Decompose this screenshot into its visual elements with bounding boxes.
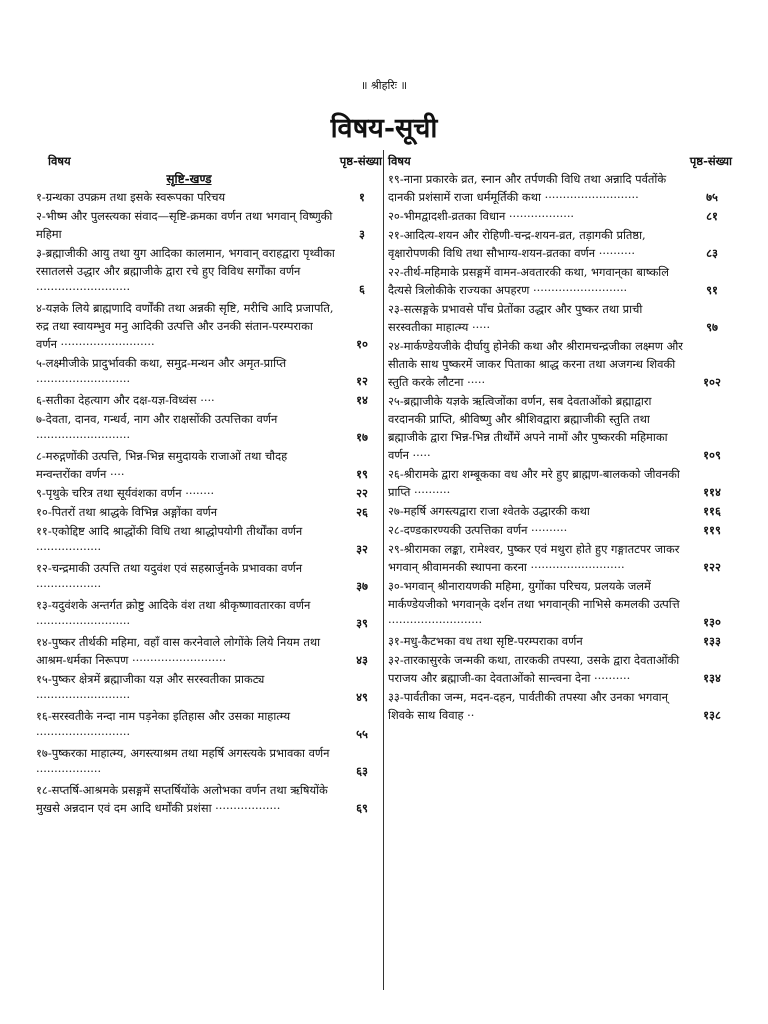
toc-entry (36, 188, 382, 206)
toc-entry-title: १२-चन्द्रमाकी उत्पत्ति तथा यदुवंश एवं सहस्रार्जुनके प्रभावका वर्णन ·················· (36, 561, 303, 593)
toc-entry-page: १९ (356, 467, 368, 481)
toc-entry (36, 410, 382, 446)
toc-entry-page: ६९ (356, 801, 368, 815)
toc-entry (388, 337, 732, 391)
toc-entry-page: १३३ (703, 634, 721, 648)
toc-entry-title: २८-दण्डकारण्यकी उत्पत्तिका वर्णन ·········· (388, 523, 568, 537)
right-entry-list (388, 170, 732, 724)
toc-entry-title: ७-देवता, दानव, गन्धर्व, नाग और राक्षसोंकी उत्पत्तिका वर्णन ·························· (36, 412, 278, 444)
toc-entry-title: १७-पुष्करका माहात्म्य, अगस्त्याश्रम तथा महर्षि अगस्त्यके प्रभावका वर्णन ·················· (36, 746, 330, 778)
toc-entry (388, 392, 732, 464)
toc-entry-title: ४-यज्ञके लिये ब्राह्मणादि वर्णोंकी तथा अन्नकी सृष्टि, मरीचि आदि प्रजापति, रुद्र तथा स्वायम्भुव मनु आदिकी उत्पत्ति और उनकी संतान-परम्पराका वर्णन ·························· (36, 301, 334, 351)
toc-entry (36, 354, 382, 390)
toc-entry-page: ९१ (706, 283, 718, 297)
toc-entry (36, 447, 382, 483)
toc-entry-page: ३२ (356, 542, 368, 556)
toc-entry (388, 465, 732, 501)
toc-entry (36, 503, 382, 521)
toc-entry-page: १०२ (703, 375, 721, 389)
toc-entry (36, 522, 382, 558)
toc-entry-title: १६-सरस्वतीके नन्दा नाम पड़नेका इतिहास और उसका माहात्म्य ·························· (36, 709, 291, 741)
toc-entry-page: १२ (356, 374, 368, 388)
toc-entry-page: ११४ (703, 485, 721, 499)
toc-entry-page: ३७ (356, 579, 368, 593)
toc-entry-page: ४९ (356, 690, 368, 704)
toc-entry-title: ३०-भगवान् श्रीनारायणकी महिमा, युगोंका परिचय, प्रलयके जलमें मार्कण्डेयजीको भगवान्‌के दर्शन तथा भगवान्‌की नाभिसे कमलकी उत्पत्ति ·························· (388, 579, 680, 629)
section-heading: सृष्टि-खण्ड (166, 172, 212, 186)
toc-entry (36, 391, 382, 409)
toc-entry-title: १४-पुष्कर तीर्थकी महिमा, वहाँ वास करनेवाले लोगोंके लिये नियम तथा आश्रम-धर्मका निरूपण ·························· (36, 635, 321, 667)
toc-entry (36, 781, 382, 817)
left-column-header (36, 152, 382, 170)
toc-entry-page: २२ (356, 486, 368, 500)
toc-entry (388, 577, 732, 631)
subject-label: विषय (48, 154, 71, 168)
toc-entry-title: ५-लक्ष्मीजीके प्रादुर्भावकी कथा, समुद्र-मन्थन और अमृत-प्राप्ति ·························· (36, 356, 287, 388)
toc-entry (36, 207, 382, 243)
toc-entry (36, 596, 382, 632)
toc-entry-title: ३३-पार्वतीका जन्म, मदन-दहन, पार्वतीकी तपस्या और उनका भगवान् शिवके साथ विवाह ·· (388, 690, 668, 722)
toc-entry (36, 670, 382, 706)
toc-entry (36, 707, 382, 743)
toc-entry-title: ३-ब्रह्माजीकी आयु तथा युग आदिका कालमान, भगवान् वराहद्वारा पृथ्वीका रसातलसे उद्धार और ब्रह्माजीके द्वारा रचे हुए विविध सर्गोंका वर्णन ·························· (36, 246, 335, 296)
toc-entry (388, 521, 732, 539)
toc-entry-page: ३९ (356, 616, 368, 630)
toc-entry-title: १९-नाना प्रकारके व्रत, स्नान और तर्पणकी विधि तथा अन्नादि पर्वतोंके दानकी प्रशंसामें राजा धर्ममूर्तिकी कथा ·························· (388, 172, 667, 204)
toc-entry-title: १-ग्रन्थका उपक्रम तथा इसके स्वरूपका परिचय (36, 190, 226, 204)
toc-entry-page: ५५ (356, 727, 368, 741)
toc-entry (388, 688, 732, 724)
toc-entry-page: १४ (356, 393, 368, 407)
toc-entry-page: ११९ (703, 523, 721, 537)
toc-entry (388, 651, 732, 687)
toc-entry (36, 299, 382, 353)
invocation-mark: ॥ श्रीहरिः ॥ (360, 79, 408, 92)
page-number-label: पृष्ठ-संख्या (339, 154, 382, 168)
toc-entry-title: २३-सत्सङ्गके प्रभावसे पाँच प्रेतोंका उद्धार और पुष्कर तथा प्राची सरस्वतीका माहात्म्य ····· (388, 302, 643, 334)
toc-entry-title: ८-मरुद्गणोंकी उत्पत्ति, भिन्न-भिन्न समुदायके राजाओं तथा चौदह मन्वन्तरोंका वर्णन ···· (36, 449, 288, 481)
toc-entry-title: २१-आदित्य-शयन और रोहिणी-चन्द्र-शयन-व्रत, तड़ागकी प्रतिष्ठा, वृक्षारोपणकी विधि तथा सौभाग्य-शयन-व्रतका वर्णन ·········· (388, 228, 646, 260)
toc-entry-title: ३१-मधु-कैटभका वध तथा सृष्टि-परम्पराका वर्णन (388, 634, 583, 648)
right-column-header (388, 152, 732, 170)
toc-entry-title: २७-महर्षि अगस्त्यद्वारा राजा श्वेतके उद्धारकी कथा (388, 504, 590, 518)
toc-entry-page: १३४ (703, 671, 721, 685)
toc-entry-title: २९-श्रीरामका लङ्का, रामेश्वर, पुष्कर एवं मथुरा होते हुए गङ्गातटपर जाकर भगवान् श्रीवामनकी स्थापना करना ·························· (388, 542, 680, 574)
toc-entry-page: १२२ (703, 560, 721, 574)
toc-entry (36, 633, 382, 669)
toc-entry-title: ९-पृथुके चरित्र तथा सूर्यवंशका वर्णन ········ (36, 486, 215, 500)
toc-entry (36, 484, 382, 502)
toc-entry-title: ६-सतीका देहत्याग और दक्ष-यज्ञ-विध्वंस ···· (36, 393, 215, 407)
subject-label: विषय (388, 154, 411, 168)
right-column (388, 152, 732, 725)
toc-entry-title: २-भीष्म और पुलस्त्यका संवाद—सृष्टि-क्रमका वर्णन तथा भगवान् विष्णुकी महिमा (36, 209, 333, 241)
toc-entry (36, 559, 382, 595)
toc-entry-page: १० (356, 337, 368, 351)
toc-entry (36, 744, 382, 780)
toc-entry (388, 300, 732, 336)
toc-entry-page: ६ (359, 282, 365, 296)
toc-entry-title: २५-ब्रह्माजीके यज्ञके ऋत्विजोंका वर्णन, सब देवताओंको ब्रह्माद्वारा वरदानकी प्राप्ति, श्रीविष्णु और श्रीशिवद्वारा ब्रह्माजीकी स्तुति तथा ब्रह्माजीके द्वारा भिन्न-भिन्न तीर्थोंमें अपने नामों और पुष्करकी महिमाका वर्णन ····· (388, 394, 668, 462)
toc-entry-page: ९७ (706, 320, 718, 334)
page-number-label: पृष्ठ-संख्या (689, 154, 732, 168)
toc-entry-page: १३८ (703, 708, 721, 722)
left-entry-list (36, 188, 382, 817)
toc-entry-page: १ (359, 190, 365, 204)
toc-entry-title: ११-एकोद्दिष्ट आदि श्राद्धोंकी विधि तथा श्राद्धोपयोगी तीर्थोंका वर्णन ·················· (36, 524, 303, 556)
toc-entry (388, 207, 732, 225)
toc-entry-title: २०-भीमद्वादशी-व्रतका विधान ·················· (388, 209, 575, 223)
toc-entry-page: २६ (356, 505, 368, 519)
toc-entry-page: १०९ (703, 448, 721, 462)
toc-entry-title: १५-पुष्कर क्षेत्रमें ब्रह्माजीका यज्ञ और सरस्वतीका प्राकट्य ·························· (36, 672, 265, 704)
toc-entry (388, 263, 732, 299)
toc-entry (388, 540, 732, 576)
toc-entry (388, 632, 732, 650)
toc-entry-page: ४३ (356, 653, 368, 667)
toc-entry (388, 170, 732, 206)
toc-entry-page: ३ (359, 227, 365, 241)
toc-entry-page: १३० (703, 615, 721, 629)
toc-entry (388, 502, 732, 520)
toc-entry (388, 226, 732, 262)
toc-entry-title: १८-सप्तर्षि-आश्रमके प्रसङ्गमें सप्तर्षियोंके अलोभका वर्णन तथा ऋषियोंके मुखसे अन्नदान एवं दम आदि धर्मोंकी प्रशंसा ·················· (36, 783, 328, 815)
toc-entry (36, 244, 382, 298)
page-title: विषय-सूची (330, 113, 438, 144)
toc-entry-page: ८३ (706, 246, 718, 260)
toc-entry-page: ११६ (703, 504, 721, 518)
toc-entry-title: ३२-तारकासुरके जन्मकी कथा, तारककी तपस्या, उसके द्वारा देवताओंकी पराजय और ब्रह्माजी-का देवताओंको सान्त्वना देना ·········· (388, 653, 680, 685)
column-divider (383, 150, 384, 990)
toc-entry-title: २६-श्रीरामके द्वारा शम्बूकका वध और मरे हुए ब्राह्मण-बालकको जीवनकी प्राप्ति ·········· (388, 467, 680, 499)
toc-entry-page: ८१ (706, 209, 718, 223)
left-column (36, 152, 382, 818)
toc-entry-title: १३-यदुवंशके अन्तर्गत क्रोष्टु आदिके वंश तथा श्रीकृष्णावतारका वर्णन ·························· (36, 598, 311, 630)
toc-entry-page: ६३ (356, 764, 368, 778)
toc-entry-title: १०-पितरों तथा श्राद्धके विभिन्न अङ्गोंका वर्णन (36, 505, 218, 519)
toc-entry-title: २२-तीर्थ-महिमाके प्रसङ्गमें वामन-अवतारकी कथा, भगवान्‌का बाष्कलि दैत्यसे त्रिलोकीके राज्यका अपहरण ·························· (388, 265, 669, 297)
toc-entry-page: १७ (356, 430, 368, 444)
toc-entry-title: २४-मार्कण्डेयजीके दीर्घायु होनेकी कथा और श्रीरामचन्द्रजीका लक्ष्मण और सीताके साथ पुष्करमें जाकर पिताका श्राद्ध करना तथा अजगन्ध शिवकी स्तुति करके लौटना ····· (388, 339, 683, 389)
toc-entry-page: ७५ (706, 190, 718, 204)
